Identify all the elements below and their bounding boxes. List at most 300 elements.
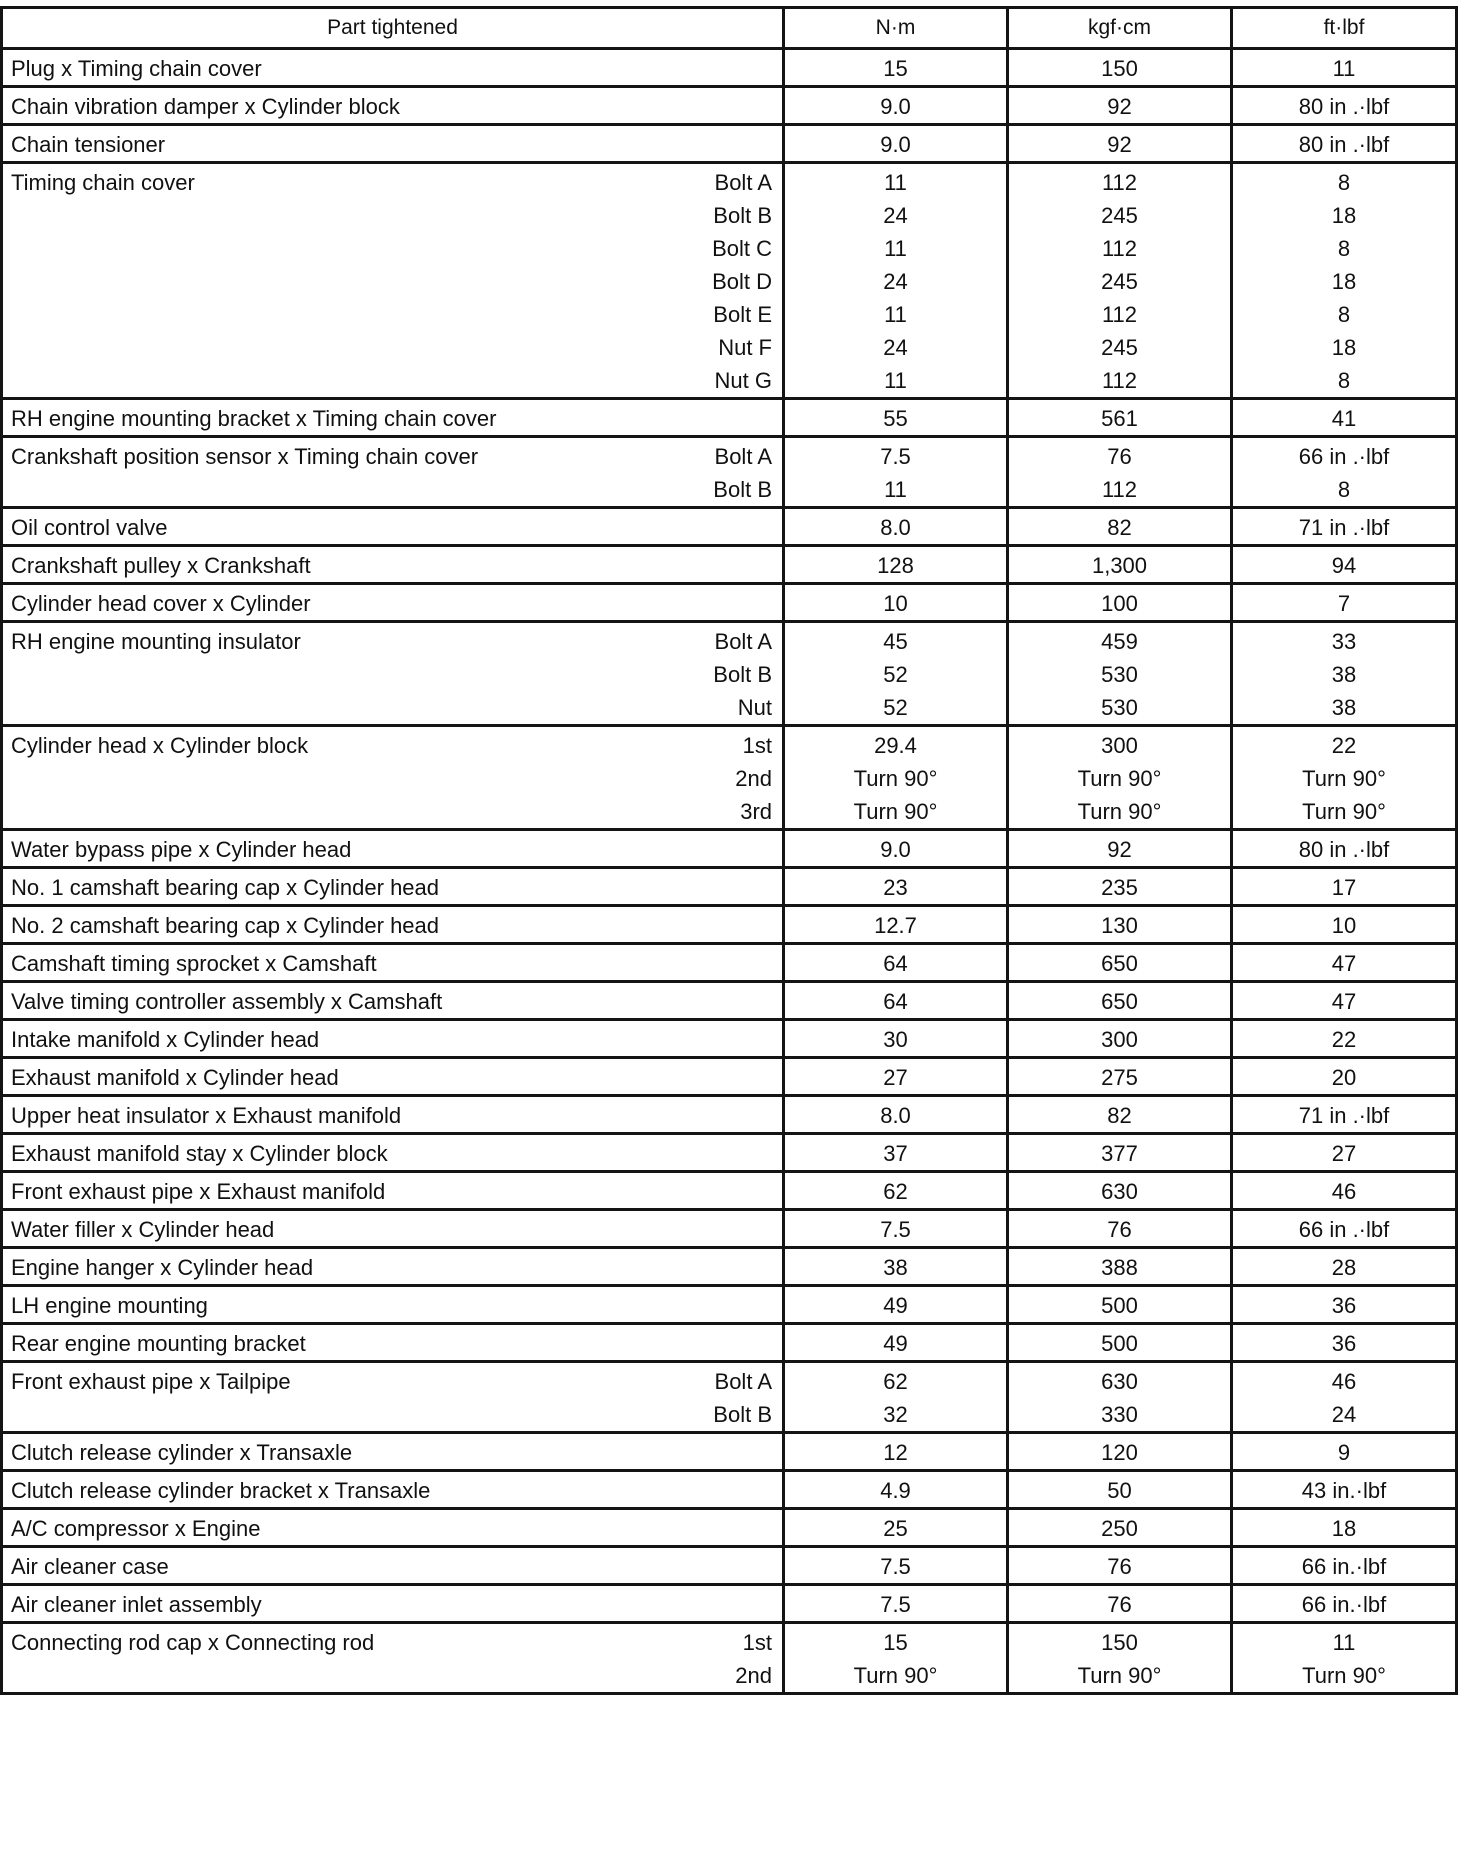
nm-value: 45	[883, 629, 908, 654]
ft-lbf-value-cell	[1232, 437, 1457, 508]
fastener-label: Bolt B	[713, 203, 772, 228]
kgf-cm-value-cell	[1008, 906, 1232, 944]
ft-lbf-value: 36	[1331, 1293, 1357, 1318]
nm-value: 24	[883, 335, 908, 360]
nm-value: 11	[884, 302, 907, 327]
nm-value: 29.4	[874, 733, 917, 758]
kgf-cm-value: 530	[1101, 662, 1138, 687]
ft-lbf-value-cell	[1232, 1058, 1457, 1096]
nm-value: 8.0	[880, 515, 911, 540]
kgf-cm-value: 330	[1101, 1402, 1138, 1427]
table-row	[2, 1172, 1457, 1210]
nm-value: 64	[883, 989, 908, 1014]
part-name: Air cleaner case	[11, 1554, 169, 1579]
part-cell	[2, 830, 784, 868]
ft-lbf-value-cell	[1232, 1547, 1457, 1585]
nm-value: 11	[884, 477, 907, 502]
fastener-label: Bolt A	[714, 170, 772, 195]
nm-value: 52	[883, 695, 908, 720]
kgf-cm-value: 82	[1107, 515, 1132, 540]
kgf-cm-value: 630	[1101, 1369, 1138, 1394]
kgf-cm-value: 245	[1101, 269, 1138, 294]
fastener-label: Bolt A	[714, 1369, 772, 1394]
ft-lbf-value: 11	[1332, 1630, 1356, 1655]
part-name: No. 1 camshaft bearing cap x Cylinder head	[11, 875, 440, 900]
ft-lbf-value: 27	[1331, 1141, 1357, 1166]
kgf-cm-value: 82	[1107, 1103, 1132, 1128]
nm-value: 9.0	[880, 837, 911, 862]
ft-lbf-value-cell	[1232, 1134, 1457, 1172]
part-cell	[2, 982, 784, 1020]
part-cell	[2, 1547, 784, 1585]
nm-value: 24	[883, 269, 908, 294]
ft-lbf-value: 38	[1331, 662, 1357, 687]
ft-lbf-value-cell	[1232, 1509, 1457, 1547]
kgf-cm-value: 112	[1101, 477, 1138, 502]
nm-value-cell	[784, 982, 1008, 1020]
fastener-label: 1st	[742, 733, 772, 758]
part-name: Oil control valve	[11, 515, 168, 540]
nm-value-cell	[784, 584, 1008, 622]
nm-value-cell	[784, 1623, 1008, 1694]
nm-value-cell	[784, 1248, 1008, 1286]
nm-value: 49	[883, 1331, 908, 1356]
ft-lbf-value: 18	[1331, 269, 1357, 294]
kgf-cm-value-cell	[1008, 546, 1232, 584]
ft-lbf-value-cell	[1232, 399, 1457, 437]
kgf-cm-value: 459	[1101, 629, 1138, 654]
part-cell	[2, 1248, 784, 1286]
kgf-cm-value-cell	[1008, 125, 1232, 163]
part-name: Air cleaner inlet assembly	[11, 1592, 262, 1617]
nm-value-cell	[784, 1362, 1008, 1433]
part-cell	[2, 125, 784, 163]
table-body	[2, 49, 1457, 1694]
kgf-cm-value-cell	[1008, 1096, 1232, 1134]
kgf-cm-value: 250	[1101, 1516, 1138, 1541]
fastener-label: 2nd	[735, 1663, 772, 1688]
table-row	[2, 87, 1457, 125]
ft-lbf-value: 8	[1337, 302, 1351, 327]
kgf-cm-value-cell	[1008, 1172, 1232, 1210]
part-name: Connecting rod cap x Connecting rod	[11, 1630, 375, 1655]
kgf-cm-value-cell	[1008, 1324, 1232, 1362]
fastener-labels	[735, 1624, 772, 1692]
ft-lbf-value-cell	[1232, 87, 1457, 125]
part-cell	[2, 1020, 784, 1058]
part-name: Water bypass pipe x Cylinder head	[11, 837, 352, 862]
nm-value-cell	[784, 399, 1008, 437]
header-row	[2, 8, 1457, 49]
kgf-cm-value-cell	[1008, 1509, 1232, 1547]
kgf-cm-value: 92	[1107, 132, 1132, 157]
nm-value: Turn 90°	[853, 766, 938, 791]
ft-lbf-value: 41	[1331, 406, 1357, 431]
part-cell	[2, 944, 784, 982]
ft-lbf-value-cell	[1232, 163, 1457, 399]
nm-value: 11	[884, 236, 907, 261]
kgf-cm-value: 650	[1101, 951, 1138, 976]
ft-lbf-value: 36	[1331, 1331, 1357, 1356]
nm-value-cell	[784, 1172, 1008, 1210]
nm-value-cell	[784, 830, 1008, 868]
fastener-labels	[735, 727, 772, 828]
kgf-cm-value: 650	[1101, 989, 1138, 1014]
nm-value: 37	[883, 1141, 908, 1166]
nm-value-cell	[784, 1547, 1008, 1585]
nm-value-cell	[784, 546, 1008, 584]
nm-value: 128	[877, 553, 914, 578]
ft-lbf-value: 66 in .·lbf	[1298, 444, 1390, 469]
part-name: Chain tensioner	[11, 132, 166, 157]
nm-value-cell	[784, 1020, 1008, 1058]
nm-value: 4.9	[880, 1478, 911, 1503]
kgf-cm-value-cell	[1008, 508, 1232, 546]
table-row	[2, 1623, 1457, 1694]
ft-lbf-value-cell	[1232, 1096, 1457, 1134]
nm-value-cell	[784, 1509, 1008, 1547]
part-name: Crankshaft pulley x Crankshaft	[11, 553, 311, 578]
table-row	[2, 1210, 1457, 1248]
ft-lbf-value-cell	[1232, 830, 1457, 868]
kgf-cm-value: 561	[1101, 406, 1138, 431]
nm-value-cell	[784, 622, 1008, 726]
table-row	[2, 868, 1457, 906]
ft-lbf-value: 47	[1331, 951, 1357, 976]
part-cell	[2, 163, 784, 399]
table-row	[2, 49, 1457, 87]
ft-lbf-value-cell	[1232, 1433, 1457, 1471]
nm-value: 10	[883, 591, 908, 616]
ft-lbf-value-cell	[1232, 1210, 1457, 1248]
kgf-cm-value: 120	[1101, 1440, 1138, 1465]
part-cell	[2, 49, 784, 87]
ft-lbf-value: Turn 90°	[1302, 766, 1386, 791]
nm-value: 7.5	[880, 444, 911, 469]
nm-value: 32	[883, 1402, 908, 1427]
ft-lbf-value: 9	[1337, 1440, 1351, 1465]
fastener-label: Bolt B	[713, 662, 772, 687]
kgf-cm-value-cell	[1008, 1248, 1232, 1286]
ft-lbf-value-cell	[1232, 906, 1457, 944]
part-cell	[2, 584, 784, 622]
ft-lbf-value: 22	[1331, 1027, 1357, 1052]
ft-lbf-value-cell	[1232, 1324, 1457, 1362]
fastener-label: Bolt A	[714, 444, 772, 469]
table-row	[2, 1547, 1457, 1585]
ft-lbf-value-cell	[1232, 584, 1457, 622]
kgf-cm-value-cell	[1008, 87, 1232, 125]
kgf-cm-value: 150	[1101, 56, 1138, 81]
fastener-labels	[713, 1363, 772, 1431]
nm-value: 24	[883, 203, 908, 228]
part-cell	[2, 622, 784, 726]
nm-value: 38	[883, 1255, 908, 1280]
nm-value-cell	[784, 1210, 1008, 1248]
part-name: RH engine mounting insulator	[11, 629, 301, 654]
part-cell	[2, 726, 784, 830]
part-cell	[2, 508, 784, 546]
part-cell	[2, 546, 784, 584]
nm-value-cell	[784, 726, 1008, 830]
table-row	[2, 1096, 1457, 1134]
nm-value-cell	[784, 1096, 1008, 1134]
part-cell	[2, 87, 784, 125]
ft-lbf-value: 8	[1337, 477, 1351, 502]
ft-lbf-value-cell	[1232, 1471, 1457, 1509]
nm-value: 11	[884, 170, 907, 195]
ft-lbf-value-cell	[1232, 1623, 1457, 1694]
ft-lbf-value-cell	[1232, 868, 1457, 906]
part-name: LH engine mounting	[11, 1293, 208, 1318]
part-cell	[2, 1096, 784, 1134]
kgf-cm-value: Turn 90°	[1077, 799, 1162, 824]
nm-value-cell	[784, 1134, 1008, 1172]
ft-lbf-value: 43 in.·lbf	[1301, 1478, 1387, 1503]
header-nm: N·m	[784, 8, 1008, 49]
part-name: Rear engine mounting bracket	[11, 1331, 306, 1356]
ft-lbf-value-cell	[1232, 1585, 1457, 1623]
kgf-cm-value-cell	[1008, 1210, 1232, 1248]
ft-lbf-value: 18	[1331, 203, 1357, 228]
part-cell	[2, 1623, 784, 1694]
nm-value-cell	[784, 1286, 1008, 1324]
part-name: RH engine mounting bracket x Timing chain cover	[11, 406, 497, 431]
fastener-labels	[713, 623, 772, 724]
fastener-labels	[713, 438, 772, 506]
kgf-cm-value: 112	[1101, 368, 1138, 393]
ft-lbf-value: 24	[1331, 1402, 1357, 1427]
kgf-cm-value: 245	[1101, 203, 1138, 228]
fastener-label: Nut	[737, 695, 772, 720]
table-row	[2, 1134, 1457, 1172]
nm-value-cell	[784, 1585, 1008, 1623]
part-cell	[2, 437, 784, 508]
fastener-label: Nut F	[718, 335, 772, 360]
nm-value-cell	[784, 1058, 1008, 1096]
part-name: Cylinder head x Cylinder block	[11, 733, 309, 758]
nm-value: 25	[883, 1516, 908, 1541]
table-row	[2, 1433, 1457, 1471]
fastener-label: Bolt D	[712, 269, 772, 294]
ft-lbf-value-cell	[1232, 125, 1457, 163]
kgf-cm-value: 500	[1101, 1331, 1138, 1356]
ft-lbf-value: 66 in .·lbf	[1298, 1217, 1390, 1242]
table-row	[2, 1324, 1457, 1362]
kgf-cm-value: 112	[1101, 236, 1138, 261]
nm-value: 7.5	[880, 1592, 911, 1617]
ft-lbf-value: 38	[1331, 695, 1357, 720]
kgf-cm-value-cell	[1008, 1020, 1232, 1058]
ft-lbf-value: 11	[1332, 56, 1356, 81]
part-cell	[2, 1324, 784, 1362]
nm-value: 11	[884, 368, 907, 393]
nm-value-cell	[784, 163, 1008, 399]
torque-spec-table	[0, 6, 1458, 1695]
part-name: Front exhaust pipe x Tailpipe	[11, 1369, 291, 1394]
nm-value-cell	[784, 87, 1008, 125]
kgf-cm-value: 235	[1101, 875, 1138, 900]
fastener-label: 3rd	[740, 799, 772, 824]
fastener-label: Nut G	[714, 368, 772, 393]
ft-lbf-value: 20	[1331, 1065, 1357, 1090]
kgf-cm-value-cell	[1008, 437, 1232, 508]
part-name: Plug x Timing chain cover	[11, 56, 262, 81]
kgf-cm-value: 130	[1101, 913, 1138, 938]
nm-value: Turn 90°	[853, 1663, 938, 1688]
kgf-cm-value: 150	[1101, 1630, 1138, 1655]
part-cell	[2, 1172, 784, 1210]
ft-lbf-value-cell	[1232, 49, 1457, 87]
kgf-cm-value: 275	[1101, 1065, 1138, 1090]
kgf-cm-value: 388	[1101, 1255, 1138, 1280]
nm-value-cell	[784, 944, 1008, 982]
ft-lbf-value: 94	[1331, 553, 1357, 578]
table-row	[2, 906, 1457, 944]
table-row	[2, 546, 1457, 584]
fastener-label: 2nd	[735, 766, 772, 791]
table-row	[2, 399, 1457, 437]
kgf-cm-value-cell	[1008, 163, 1232, 399]
part-cell	[2, 1509, 784, 1547]
part-name: A/C compressor x Engine	[11, 1516, 261, 1541]
header-ft-lbf: ft·lbf	[1232, 8, 1457, 49]
ft-lbf-value: Turn 90°	[1302, 799, 1386, 824]
ft-lbf-value: 28	[1331, 1255, 1357, 1280]
kgf-cm-value: 245	[1101, 335, 1138, 360]
kgf-cm-value-cell	[1008, 1433, 1232, 1471]
part-name: Camshaft timing sprocket x Camshaft	[11, 951, 377, 976]
nm-value: Turn 90°	[853, 799, 938, 824]
table-row	[2, 163, 1457, 399]
fastener-label: Bolt B	[713, 1402, 772, 1427]
kgf-cm-value: Turn 90°	[1077, 766, 1162, 791]
ft-lbf-value-cell	[1232, 1172, 1457, 1210]
part-name: Exhaust manifold x Cylinder head	[11, 1065, 339, 1090]
ft-lbf-value: 7	[1337, 591, 1351, 616]
nm-value-cell	[784, 437, 1008, 508]
ft-lbf-value-cell	[1232, 726, 1457, 830]
part-name: Valve timing controller assembly x Camshaft	[11, 989, 443, 1014]
nm-value-cell	[784, 1471, 1008, 1509]
ft-lbf-value-cell	[1232, 546, 1457, 584]
kgf-cm-value-cell	[1008, 399, 1232, 437]
torque-spec-sheet	[0, 6, 1455, 1695]
ft-lbf-value: 8	[1337, 368, 1351, 393]
part-cell	[2, 1058, 784, 1096]
part-name: Crankshaft position sensor x Timing chain cover	[11, 444, 479, 469]
kgf-cm-value: 630	[1101, 1179, 1138, 1204]
table-row	[2, 1471, 1457, 1509]
ft-lbf-value-cell	[1232, 1362, 1457, 1433]
nm-value-cell	[784, 868, 1008, 906]
fastener-labels	[712, 164, 772, 397]
nm-value-cell	[784, 508, 1008, 546]
kgf-cm-value-cell	[1008, 1547, 1232, 1585]
nm-value: 15	[883, 56, 908, 81]
ft-lbf-value: 71 in .·lbf	[1298, 515, 1390, 540]
part-name: Intake manifold x Cylinder head	[11, 1027, 320, 1052]
fastener-label: Bolt B	[713, 477, 772, 502]
part-cell	[2, 1362, 784, 1433]
table-row	[2, 1058, 1457, 1096]
ft-lbf-value-cell	[1232, 1286, 1457, 1324]
ft-lbf-value: 46	[1331, 1179, 1357, 1204]
kgf-cm-value-cell	[1008, 1362, 1232, 1433]
part-cell	[2, 906, 784, 944]
nm-value: 12.7	[874, 913, 917, 938]
nm-value: 52	[883, 662, 908, 687]
kgf-cm-value: 76	[1107, 1554, 1132, 1579]
ft-lbf-value: 17	[1331, 875, 1357, 900]
kgf-cm-value-cell	[1008, 622, 1232, 726]
table-row	[2, 437, 1457, 508]
nm-value: 62	[883, 1369, 908, 1394]
kgf-cm-value: 76	[1107, 444, 1132, 469]
kgf-cm-value-cell	[1008, 1134, 1232, 1172]
kgf-cm-value: 100	[1101, 591, 1138, 616]
kgf-cm-value-cell	[1008, 1058, 1232, 1096]
nm-value-cell	[784, 125, 1008, 163]
nm-value: 30	[883, 1027, 908, 1052]
nm-value: 49	[883, 1293, 908, 1318]
table-row	[2, 830, 1457, 868]
ft-lbf-value-cell	[1232, 944, 1457, 982]
header-part-tightened: Part tightened	[2, 8, 784, 49]
fastener-label: Bolt A	[714, 629, 772, 654]
part-name: Front exhaust pipe x Exhaust manifold	[11, 1179, 386, 1204]
ft-lbf-value: 33	[1331, 629, 1357, 654]
kgf-cm-value: 76	[1107, 1217, 1132, 1242]
kgf-cm-value: 92	[1107, 94, 1132, 119]
kgf-cm-value: 500	[1101, 1293, 1138, 1318]
ft-lbf-value-cell	[1232, 1248, 1457, 1286]
kgf-cm-value-cell	[1008, 982, 1232, 1020]
part-name: No. 2 camshaft bearing cap x Cylinder head	[11, 913, 440, 938]
part-cell	[2, 868, 784, 906]
kgf-cm-value: 50	[1107, 1478, 1132, 1503]
nm-value: 12	[883, 1440, 908, 1465]
table-row	[2, 944, 1457, 982]
ft-lbf-value-cell	[1232, 1020, 1457, 1058]
table-row	[2, 508, 1457, 546]
nm-value: 55	[883, 406, 908, 431]
table-row	[2, 125, 1457, 163]
kgf-cm-value: 1,300	[1091, 553, 1148, 578]
nm-value: 7.5	[880, 1217, 911, 1242]
ft-lbf-value: 66 in.·lbf	[1301, 1592, 1387, 1617]
fastener-label: 1st	[742, 1630, 772, 1655]
ft-lbf-value: 8	[1337, 170, 1351, 195]
ft-lbf-value-cell	[1232, 622, 1457, 726]
table-row	[2, 1020, 1457, 1058]
nm-value: 9.0	[880, 132, 911, 157]
nm-value: 8.0	[880, 1103, 911, 1128]
part-cell	[2, 1210, 784, 1248]
part-cell	[2, 1433, 784, 1471]
nm-value-cell	[784, 49, 1008, 87]
ft-lbf-value: 71 in .·lbf	[1298, 1103, 1390, 1128]
table-row	[2, 1286, 1457, 1324]
ft-lbf-value: 10	[1331, 913, 1357, 938]
kgf-cm-value-cell	[1008, 584, 1232, 622]
nm-value-cell	[784, 1433, 1008, 1471]
kgf-cm-value: 300	[1101, 1027, 1138, 1052]
part-name: Chain vibration damper x Cylinder block	[11, 94, 400, 119]
kgf-cm-value: 530	[1101, 695, 1138, 720]
kgf-cm-value-cell	[1008, 830, 1232, 868]
part-name: Cylinder head cover x Cylinder	[11, 591, 311, 616]
